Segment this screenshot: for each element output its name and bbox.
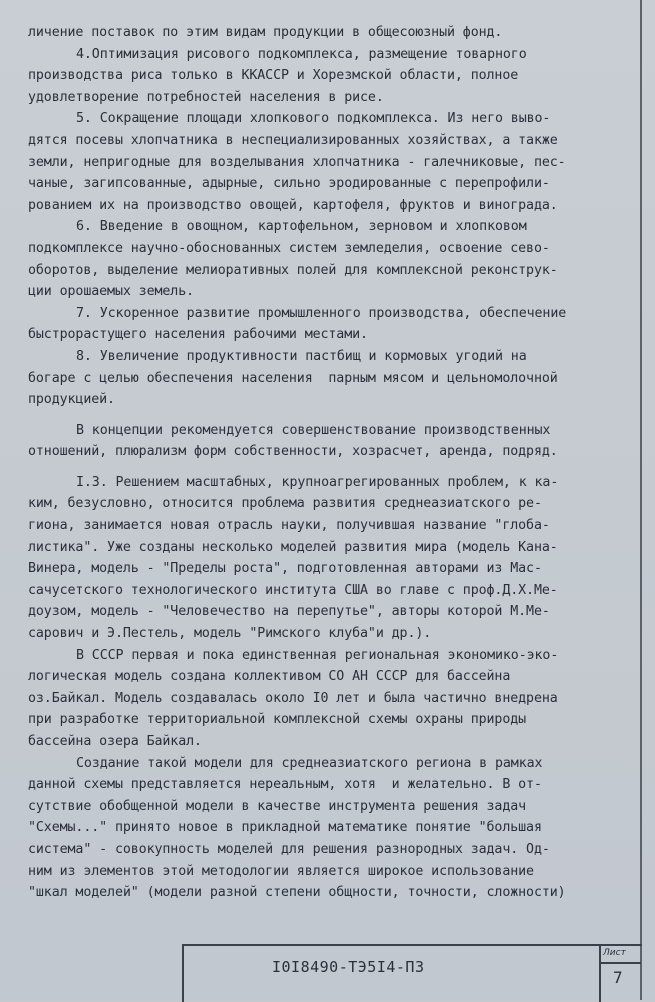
text-line: логическая модель создана коллективом СО АН СССР для бассейна (28, 669, 511, 685)
text-line: Создание такой модели для среднеазиатского региона в рамках (76, 755, 543, 771)
text-line: продукцией. (28, 392, 115, 408)
text-line: I.3. Решением масштабных, крупноагрегированных проблем, к ка- (76, 474, 559, 490)
text-line: ним из элементов этой методологии является широкое использование (28, 863, 534, 879)
text-line: бассейна озера Байкал. (28, 734, 202, 749)
sheet-number: 7 (613, 968, 623, 987)
text-line: удовлетворение потребностей населения в рисе. (28, 89, 384, 105)
text-line: при разработке территориальной комплексной схемы охраны природы (28, 712, 527, 728)
text-line: личение поставок по этим видам продукции в общесоюзный фонд. (28, 25, 503, 40)
text-line: отношений, плюрализм форм собственности, хозрасчет, аренда, подряд. (28, 444, 558, 460)
text-line: 4.Оптимизация рисового подкомплекса, размещение товарного (76, 46, 527, 62)
text-line: сутствие обобщенной модели в качестве инструмента решения задач (28, 798, 527, 814)
text-line: оз.Байкал. Модель создавалась около I0 лет и была частично внедрена (28, 690, 558, 706)
text-line: сарович и Э.Пестель, модель "Римского клуба"и др.). (28, 626, 432, 642)
body-text (28, 22, 638, 904)
text-line: дятся посевы хлопчатника в неспециализированных хозяйствах, а также (28, 132, 558, 148)
text-line: оборотов, выделение мелиоративных полей для комплексной реконструк- (28, 262, 558, 278)
text-line: производства риса только в ККАССР и Хорезмской области, полное (28, 68, 519, 84)
text-line: 5. Сокращение площади хлопкового подкомплекса. Из него выво- (76, 111, 551, 127)
page-edge-line (640, 0, 642, 1000)
text-line: земли, непригодные для возделывания хлопчатника - галечниковые, пес- (28, 154, 566, 170)
text-line: В СССР первая и пока единственная региональная экономико-эко- (76, 647, 559, 663)
text-line: "Схемы..." принято новое в прикладной математике понятие "большая (28, 820, 542, 836)
text-line: данной схемы представляется нереальным, хотя и желательно. В от- (28, 777, 542, 793)
text-line: сачусетского технологического института США во главе с проф.Д.Х.Ме- (28, 582, 558, 598)
text-line: чаные, загипсованные, адырные, сильно эродированные с перепрофили- (28, 176, 550, 192)
text-line: богаре с целью обеспечения населения парным мясом и цельномолочной (28, 370, 558, 386)
document-code: I0I8490-ТЭ5I4-ПЗ (272, 958, 425, 976)
text-line: ким, безусловно, относится проблема развития среднеазиатского ре- (28, 496, 542, 512)
text-line: 7. Ускоренное развитие промышленного производства, обеспечение (76, 305, 567, 321)
text-line: 8. Увеличение продуктивности пастбищ и кормовых угодий на (76, 348, 527, 364)
text-line: рованием их на производство овощей, картофеля, фруктов и винограда. (28, 197, 558, 213)
sheet-label: Лист (603, 948, 626, 958)
title-block-stamp (182, 944, 642, 1002)
text-line: система" - совокупность моделей для решения разнородных задач. Од- (28, 841, 550, 857)
sheet-divider (601, 962, 641, 964)
text-line: гиона, занимается новая отрасль науки, получившая название "глоба- (28, 518, 550, 534)
text-line: подкомплексе научно-обоснованных систем земледелия, освоение сево- (28, 240, 550, 256)
text-line: доузом, модель - "Человечество на перепутье", авторы которой М.Ме- (28, 604, 550, 620)
text-line: "шкал моделей" (модели разной степени общности, точности, сложности) (28, 885, 566, 901)
text-line: ции орошаемых земель. (28, 284, 195, 300)
text-line: 6. Введение в овощном, картофельном, зерновом и хлопковом (76, 219, 527, 235)
text-line: В концепции рекомендуется совершенствование производственных (76, 422, 551, 438)
text-line: листика". Уже созданы несколько моделей развития мира (модель Кана- (28, 539, 558, 555)
sheet-cell (599, 946, 641, 1002)
text-line: Винера, модель - "Пределы роста", подготовленная авторами из Мас- (28, 561, 542, 577)
text-line: быстрорастущего населения рабочими местами. (28, 327, 368, 343)
